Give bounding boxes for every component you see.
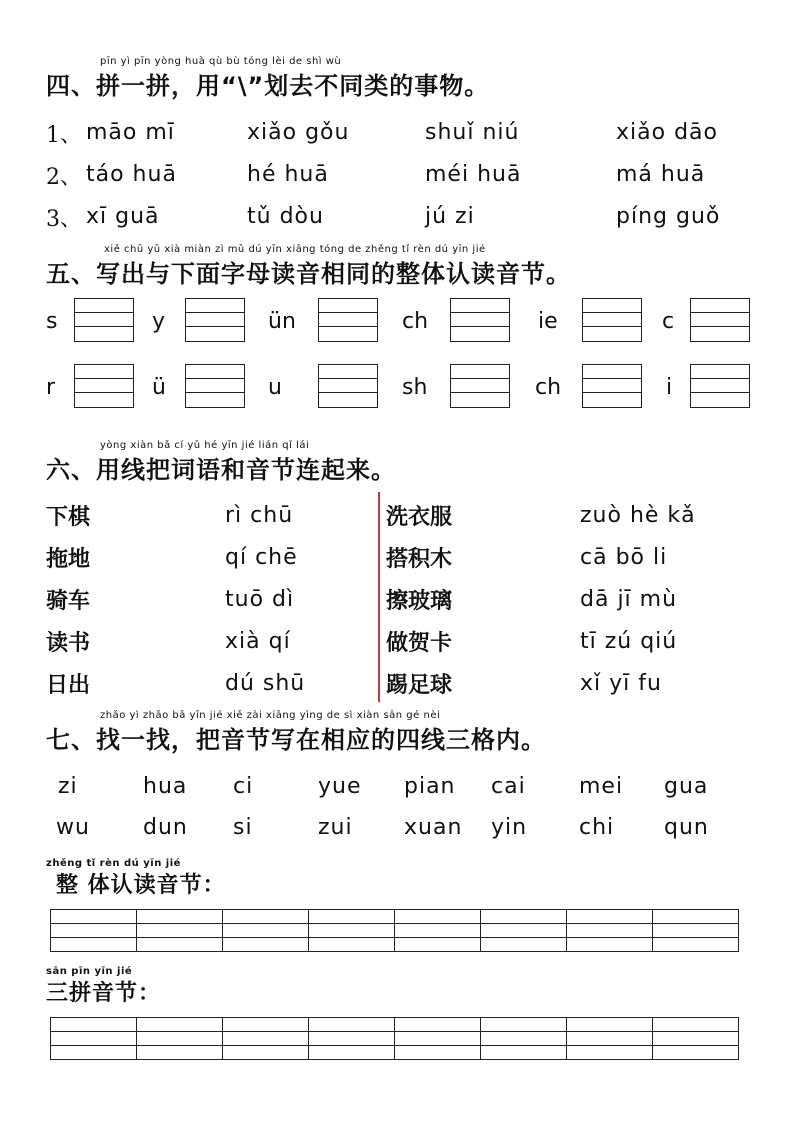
chinese-word[interactable]: 踢足球: [386, 673, 453, 698]
syllable: zi: [58, 774, 78, 799]
section4-pinyin-ruby: pīn yì pīn yòng huà qù bù tóng lèi de shì wù: [100, 56, 342, 67]
sanpin-writing-grid[interactable]: [50, 1017, 739, 1060]
syllable: yin: [491, 815, 528, 840]
chinese-word[interactable]: 读书: [46, 631, 91, 656]
letter-label: ie: [538, 309, 558, 334]
letter-label: ch: [535, 375, 562, 400]
pinyin-syllable[interactable]: qí chē: [225, 545, 298, 570]
syllable: cai: [491, 774, 526, 799]
pinyin-syllable[interactable]: xià qí: [225, 629, 291, 654]
syllable: pian: [404, 774, 456, 799]
section5-title: 五、写出与下面字母读音相同的整体认读音节。: [46, 260, 571, 288]
sanpin-pinyin-ruby: sān pīn yīn jié: [46, 966, 133, 977]
pinyin-item: tǔ dòu: [247, 204, 324, 229]
pinyin-syllable[interactable]: dú shū: [225, 671, 306, 696]
syllable: hua: [143, 774, 188, 799]
four-line-grid[interactable]: [74, 298, 134, 342]
chinese-word[interactable]: 骑车: [46, 589, 91, 614]
four-line-grid[interactable]: [185, 364, 245, 408]
pinyin-item: má huā: [616, 162, 706, 187]
four-line-grid[interactable]: [185, 298, 245, 342]
letter-label: s: [46, 309, 58, 334]
syllable: gua: [664, 774, 709, 799]
syllable: qun: [664, 815, 709, 840]
pinyin-syllable[interactable]: tī zú qiú: [580, 629, 678, 654]
letter-label: c: [662, 309, 675, 334]
chinese-word[interactable]: 搭积木: [386, 547, 453, 572]
syllable: zui: [318, 815, 353, 840]
chinese-word[interactable]: 做贺卡: [386, 631, 453, 656]
zhengti-label: 整 体认读音节：: [56, 873, 226, 898]
four-line-grid[interactable]: [582, 298, 642, 342]
row-number: 2、: [46, 165, 82, 190]
syllable: xuan: [404, 815, 463, 840]
section4-title: 四、拼一拼，用“\”划去不同类的事物。: [46, 72, 490, 100]
four-line-grid[interactable]: [690, 364, 750, 408]
syllable: si: [233, 815, 253, 840]
four-line-grid[interactable]: [450, 364, 510, 408]
zhengti-writing-grid[interactable]: [50, 909, 739, 952]
pinyin-syllable[interactable]: xǐ yī fu: [580, 671, 662, 696]
chinese-word[interactable]: 日出: [46, 673, 91, 698]
four-line-grid[interactable]: [318, 364, 378, 408]
pinyin-syllable[interactable]: dā jī mù: [580, 587, 678, 612]
four-line-grid[interactable]: [690, 298, 750, 342]
four-line-grid[interactable]: [582, 364, 642, 408]
pinyin-item: xī guā: [86, 204, 160, 229]
letter-label: i: [666, 375, 673, 400]
letter-label: sh: [402, 375, 428, 400]
letter-label: ü: [152, 375, 166, 400]
section5-pinyin-ruby: xiě chū yǔ xià miàn zì mǔ dú yīn xiāng tóng de zhěng tǐ rèn dú yīn jié: [104, 244, 486, 255]
red-divider-line: [378, 492, 380, 702]
syllable: dun: [143, 815, 188, 840]
pinyin-item: táo huā: [86, 162, 177, 187]
pinyin-syllable[interactable]: zuò hè kǎ: [580, 503, 696, 528]
syllable: yue: [318, 774, 362, 799]
letter-label: y: [152, 309, 166, 334]
four-line-grid[interactable]: [450, 298, 510, 342]
pinyin-item: jú zi: [425, 204, 475, 229]
pinyin-syllable[interactable]: cā bō li: [580, 545, 668, 570]
chinese-word[interactable]: 洗衣服: [386, 505, 453, 530]
section7-pinyin-ruby: zhǎo yì zhǎo bǎ yīn jié xiě zài xiāng yìng de sì xiàn sān gé nèi: [100, 710, 441, 721]
pinyin-item: hé huā: [247, 162, 329, 187]
zhengti-pinyin-ruby: zhěng tǐ rèn dú yīn jié: [46, 858, 181, 869]
chinese-word[interactable]: 下棋: [46, 505, 91, 530]
four-line-grid[interactable]: [74, 364, 134, 408]
sanpin-label: 三拼音节：: [46, 981, 162, 1006]
row-number: 3、: [46, 207, 82, 232]
pinyin-item: xiǎo gǒu: [247, 120, 350, 145]
syllable: chi: [579, 815, 615, 840]
pinyin-item: māo mī: [86, 120, 175, 145]
pinyin-syllable[interactable]: rì chū: [225, 503, 294, 528]
chinese-word[interactable]: 拖地: [46, 547, 91, 572]
letter-label: ch: [402, 309, 429, 334]
letter-label: ün: [268, 309, 296, 334]
pinyin-item: shuǐ niú: [425, 120, 520, 145]
syllable: mei: [579, 774, 624, 799]
pinyin-item: píng guǒ: [616, 204, 721, 229]
syllable: ci: [233, 774, 254, 799]
pinyin-item: méi huā: [425, 162, 522, 187]
letter-label: u: [268, 375, 282, 400]
letter-label: r: [46, 375, 56, 400]
chinese-word[interactable]: 擦玻璃: [386, 589, 453, 614]
pinyin-syllable[interactable]: tuō dì: [225, 587, 295, 612]
four-line-grid[interactable]: [318, 298, 378, 342]
section6-title: 六、用线把词语和音节连起来。: [46, 456, 396, 484]
syllable: wu: [56, 815, 90, 840]
section7-title: 七、找一找，把音节写在相应的四线三格内。: [46, 726, 546, 754]
row-number: 1、: [46, 123, 82, 148]
section6-pinyin-ruby: yòng xiàn bǎ cí yǔ hé yīn jié lián qǐ lái: [100, 440, 310, 451]
pinyin-item: xiǎo dāo: [616, 120, 718, 145]
